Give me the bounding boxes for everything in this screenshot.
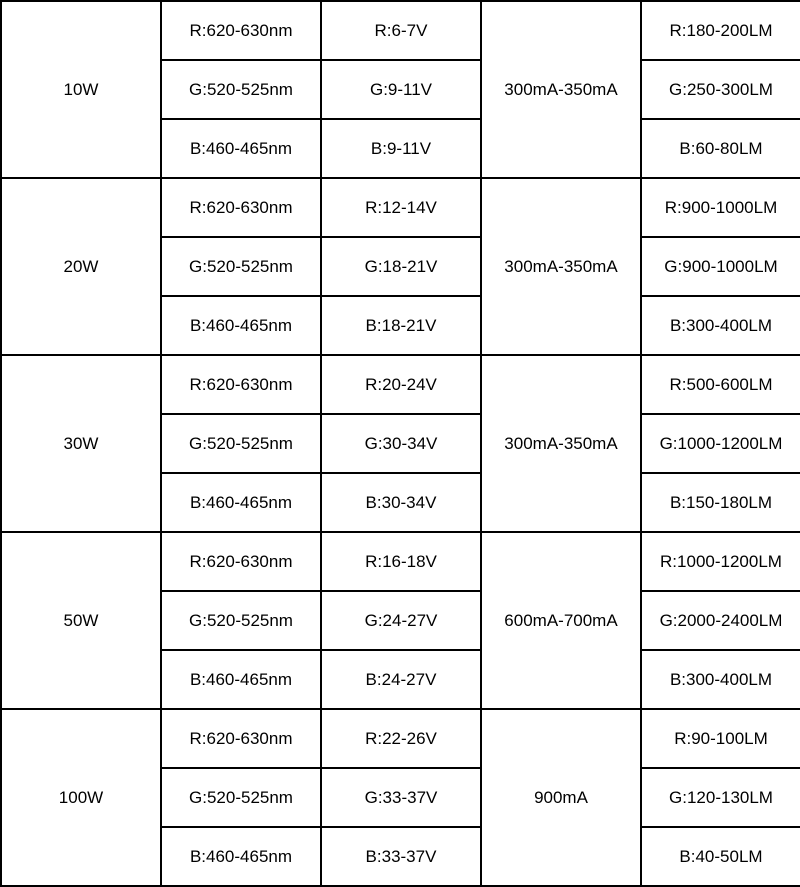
wavelength-cell: B:460-465nm	[161, 473, 321, 532]
voltage-cell: R:12-14V	[321, 178, 481, 237]
voltage-cell: B:33-37V	[321, 827, 481, 886]
lumen-cell: G:900-1000LM	[641, 237, 800, 296]
wavelength-cell: R:620-630nm	[161, 1, 321, 60]
voltage-cell: B:24-27V	[321, 650, 481, 709]
power-cell: 100W	[1, 709, 161, 886]
lumen-cell: B:40-50LM	[641, 827, 800, 886]
spec-table-body	[1, 1, 800, 886]
voltage-cell: G:9-11V	[321, 60, 481, 119]
table-row	[1, 532, 800, 591]
voltage-cell: R:16-18V	[321, 532, 481, 591]
wavelength-cell: R:620-630nm	[161, 178, 321, 237]
wavelength-cell: B:460-465nm	[161, 650, 321, 709]
voltage-cell: R:6-7V	[321, 1, 481, 60]
lumen-cell: B:150-180LM	[641, 473, 800, 532]
voltage-cell: B:9-11V	[321, 119, 481, 178]
power-cell: 10W	[1, 1, 161, 178]
table-row	[1, 355, 800, 414]
lumen-cell: G:120-130LM	[641, 768, 800, 827]
voltage-cell: G:33-37V	[321, 768, 481, 827]
voltage-cell: G:24-27V	[321, 591, 481, 650]
current-cell: 300mA-350mA	[481, 355, 641, 532]
current-cell: 300mA-350mA	[481, 1, 641, 178]
voltage-cell: B:18-21V	[321, 296, 481, 355]
wavelength-cell: R:620-630nm	[161, 532, 321, 591]
lumen-cell: R:180-200LM	[641, 1, 800, 60]
current-cell: 300mA-350mA	[481, 178, 641, 355]
table-row	[1, 178, 800, 237]
wavelength-cell: B:460-465nm	[161, 119, 321, 178]
voltage-cell: B:30-34V	[321, 473, 481, 532]
lumen-cell: R:90-100LM	[641, 709, 800, 768]
wavelength-cell: G:520-525nm	[161, 414, 321, 473]
voltage-cell: R:22-26V	[321, 709, 481, 768]
lumen-cell: R:500-600LM	[641, 355, 800, 414]
wavelength-cell: G:520-525nm	[161, 60, 321, 119]
wavelength-cell: G:520-525nm	[161, 591, 321, 650]
table-row	[1, 709, 800, 768]
voltage-cell: G:30-34V	[321, 414, 481, 473]
lumen-cell: B:300-400LM	[641, 296, 800, 355]
power-cell: 30W	[1, 355, 161, 532]
power-cell: 20W	[1, 178, 161, 355]
wavelength-cell: R:620-630nm	[161, 709, 321, 768]
wavelength-cell: G:520-525nm	[161, 768, 321, 827]
table-row	[1, 1, 800, 60]
power-cell: 50W	[1, 532, 161, 709]
lumen-cell: B:60-80LM	[641, 119, 800, 178]
lumen-cell: R:1000-1200LM	[641, 532, 800, 591]
voltage-cell: G:18-21V	[321, 237, 481, 296]
lumen-cell: G:2000-2400LM	[641, 591, 800, 650]
current-cell: 900mA	[481, 709, 641, 886]
current-cell: 600mA-700mA	[481, 532, 641, 709]
wavelength-cell: G:520-525nm	[161, 237, 321, 296]
lumen-cell: R:900-1000LM	[641, 178, 800, 237]
voltage-cell: R:20-24V	[321, 355, 481, 414]
wavelength-cell: B:460-465nm	[161, 827, 321, 886]
lumen-cell: G:1000-1200LM	[641, 414, 800, 473]
wavelength-cell: B:460-465nm	[161, 296, 321, 355]
wavelength-cell: R:620-630nm	[161, 355, 321, 414]
lumen-cell: B:300-400LM	[641, 650, 800, 709]
lumen-cell: G:250-300LM	[641, 60, 800, 119]
